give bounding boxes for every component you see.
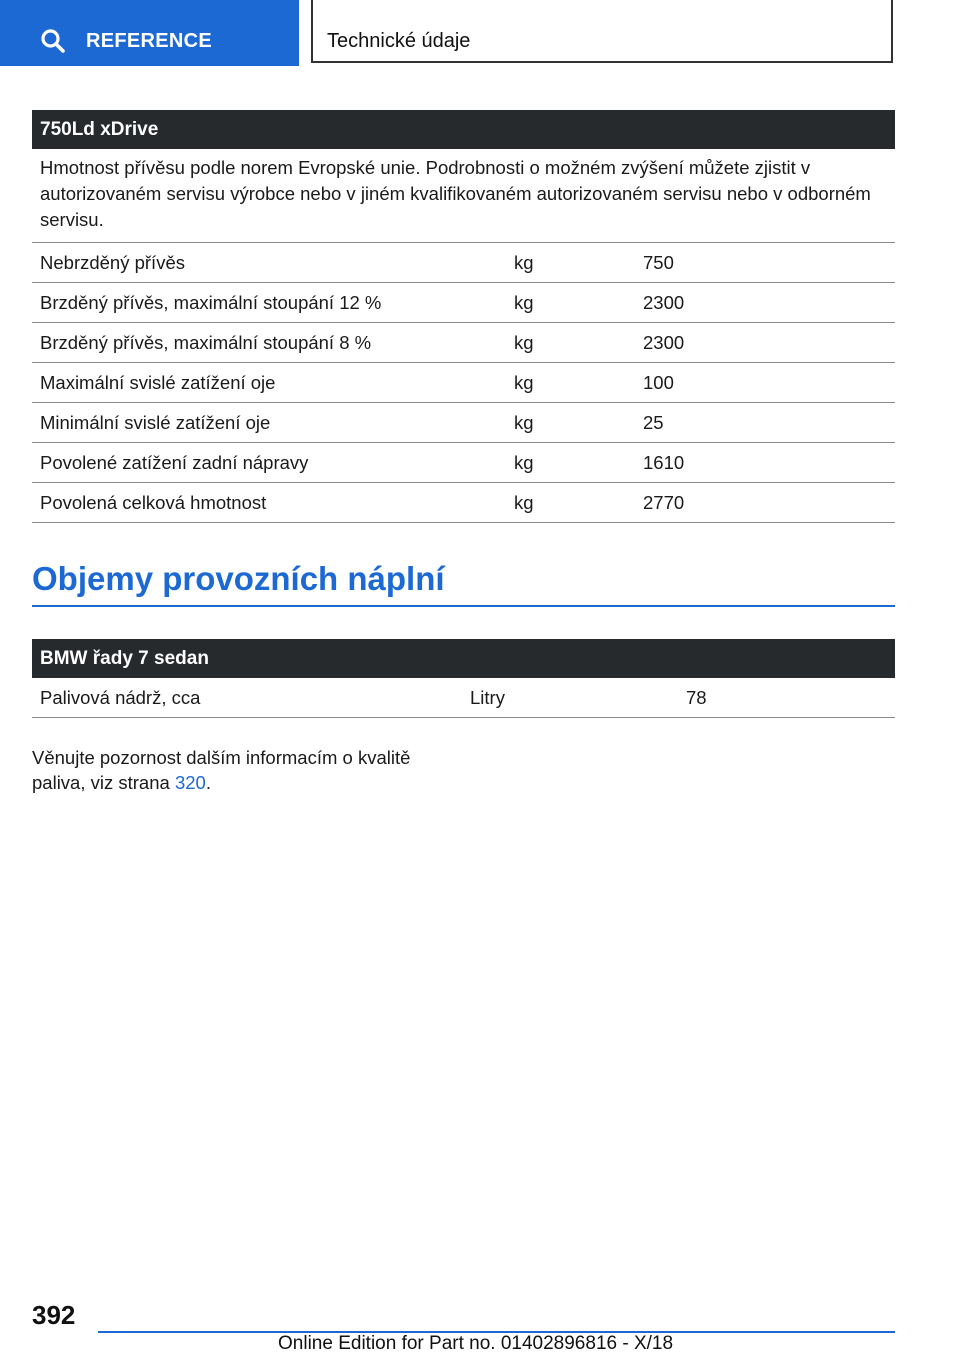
row-unit: kg [514,492,534,513]
fluid-capacity-table [32,639,895,718]
row-value: 2770 [643,492,685,513]
row-label: Nebrzděný přívěs [40,252,185,273]
table-header: 750Ld xDrive [32,110,895,149]
row-value: 78 [686,687,707,708]
row-unit: kg [514,372,534,393]
table-row [32,483,895,523]
row-label: Minimální svislé zatížení oje [40,412,271,433]
table-row [32,403,895,443]
row-label: Povolená celková hmotnost [40,492,267,513]
row-value: 1610 [643,452,685,473]
row-value: 750 [643,252,674,273]
row-unit: kg [514,252,534,273]
table-row [32,323,895,363]
search-icon [40,28,66,54]
section-title: Objemy provozních náplní [32,560,445,597]
footer-edition: Online Edition for Part no. 01402896816 - X/18 [278,1333,674,1354]
row-unit: kg [514,332,534,353]
row-unit: kg [514,412,534,433]
section-label: Technické údaje [327,30,471,52]
row-unit: kg [514,452,534,473]
row-label: Brzděný přívěs, maximální stoupání 8 % [40,332,372,353]
reference-tab[interactable] [0,0,299,66]
trailer-load-table [32,110,895,523]
row-value: 2300 [643,332,685,353]
table-row [32,283,895,323]
table-row [32,243,895,283]
row-label: Maximální svislé zatížení oje [40,372,276,393]
row-value: 100 [643,372,674,393]
table-row [32,443,895,483]
page-link[interactable]: 320 [174,772,206,793]
row-value: 2300 [643,292,685,313]
row-unit: Litry [470,687,505,708]
row-label: Povolené zatížení zadní nápravy [40,452,309,473]
table-row [32,678,895,718]
row-label: Palivová nádrž, cca [40,687,201,708]
note-end: . [205,772,211,793]
page-number: 392 [32,1300,76,1330]
note-text: Věnujte pozornost dalším informacím o kvalitě paliva, viz strana [32,747,411,793]
table-row [32,363,895,403]
row-unit: kg [514,292,534,313]
table-header: BMW řady 7 sedan [32,639,895,678]
fuel-quality-note [32,745,452,795]
section-divider [32,605,895,607]
row-label: Brzděný přívěs, maximální stoupání 12 % [40,292,382,313]
reference-label: REFERENCE [86,30,213,52]
row-value: 25 [643,412,664,433]
table-note: Hmotnost přívěsu podle norem Evropské unie. Podrobnosti o možném zvýšení můžete zjistit v autorizovaném servisu výrobce nebo v jiném kvalifikovaném autorizovaném servisu nebo v odborném servisu. [32,149,895,243]
section-tab [311,0,893,63]
